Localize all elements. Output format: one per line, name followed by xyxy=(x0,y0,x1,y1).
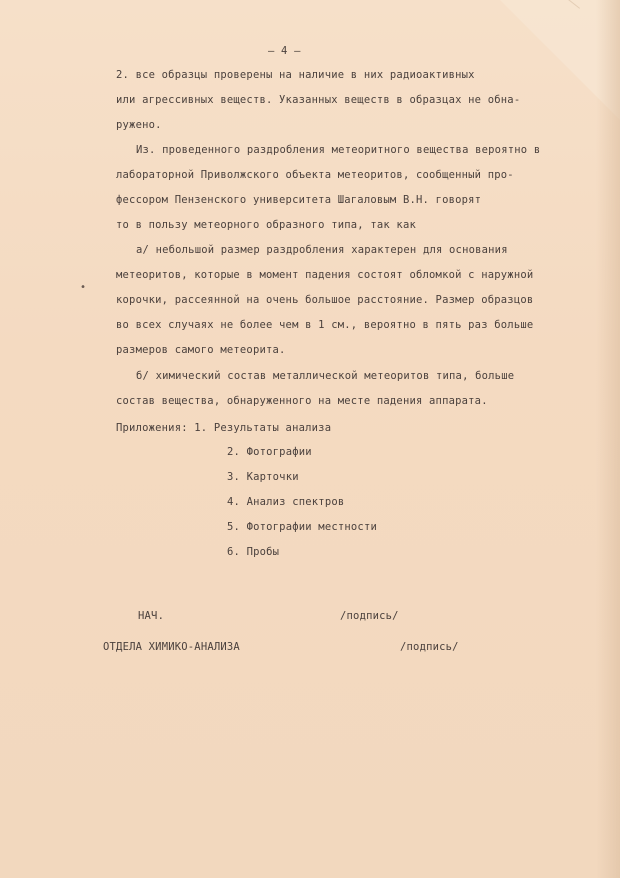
appendix-item: 3. Карточки xyxy=(227,471,299,483)
body-line: метеоритов, которые в момент падения состоят обломкой с наружной xyxy=(116,269,534,281)
appendix-item: 2. Фотографии xyxy=(227,446,312,458)
body-line: то в пользу метеорного образного типа, так как xyxy=(116,219,416,231)
body-line: размеров самого метеорита. xyxy=(116,344,286,356)
body-line: Из. проведенного раздробления метеоритного вещества вероятно в xyxy=(136,144,541,156)
signature-role: НАЧ. xyxy=(138,610,165,622)
body-line: а/ небольшой размер раздробления характерен для основания xyxy=(136,244,508,256)
signature-org: ОТДЕЛА ХИМИКО-АНАЛИЗА xyxy=(103,641,240,653)
body-line: б/ химический состав металлической метеоритов типа, больше xyxy=(136,370,515,382)
body-line: корочки, рассеянной на очень большое расстояние. Размер образцов xyxy=(116,294,534,306)
appendix-item: 5. Фотографии местности xyxy=(227,521,377,533)
margin-mark: • xyxy=(80,282,87,293)
body-line: лабораторной Приволжского объекта метеоритов, сообщенный про- xyxy=(116,169,514,181)
body-line: или агрессивных веществ. Указанных веществ в образцах не обна- xyxy=(116,94,521,106)
page-edge-shadow xyxy=(596,0,620,878)
body-line: состав вещества, обнаруженного на месте падения аппарата. xyxy=(116,395,488,407)
page-number: — 4 — xyxy=(268,45,301,57)
body-line: во всех случаях не более чем в 1 см., вероятно в пять раз больше xyxy=(116,319,534,331)
appendix-item: 6. Пробы xyxy=(227,546,280,558)
appendix-heading: Приложения: 1. Результаты анализа xyxy=(116,422,332,434)
body-line: фессором Пензенского университета Шагаловым В.Н. говорят xyxy=(116,194,482,206)
signature-mark: /подпись/ xyxy=(400,641,459,653)
body-line: ружено. xyxy=(116,119,162,131)
appendix-item: 4. Анализ спектров xyxy=(227,496,345,508)
body-line: 2. все образцы проверены на наличие в них радиоактивных xyxy=(116,69,475,81)
signature-name: /подпись/ xyxy=(340,610,399,622)
